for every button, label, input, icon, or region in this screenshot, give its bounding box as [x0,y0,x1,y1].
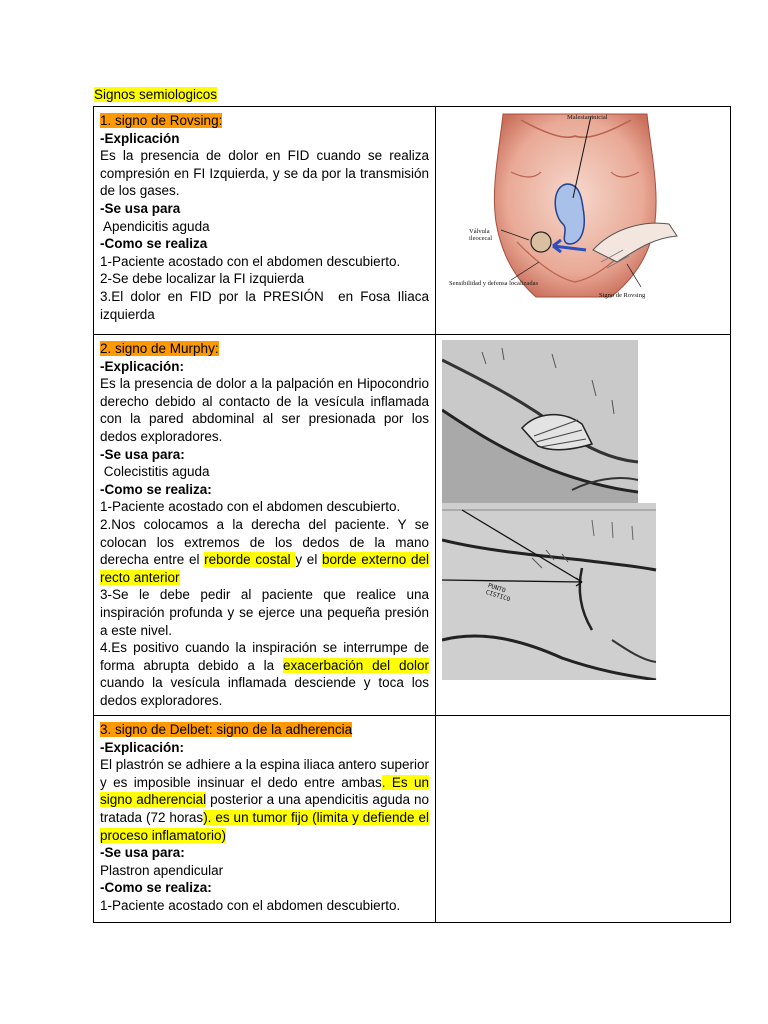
uso-text: Apendicitis aguda [100,218,210,234]
paso-item: 2.Nos colocamos a la derecha del paciente. Y se colocan los extremos de los dedos de la mano derecha entre el reborde costal y el borde externo del recto anterior [100,516,429,585]
table-row [94,716,731,923]
malestar-label: Malestar inicial [567,114,608,121]
rovsing-text-cell [94,107,436,335]
explicacion-label: -Explicación: [100,739,185,755]
uso-label: -Se usa para: [100,845,185,861]
paso-item: 4.Es positivo cuando la inspiración se interrumpe de forma abrupta debido a la exacerbación del dolor cuando la vesícula inflamada desciende y toca los dedos exploradores. [100,640,429,708]
rovsing-illustration [441,112,685,317]
paso-item: 3.El dolor en FID por la PRESIÓN en Fosa Iliaca izquierda [100,288,433,322]
highlight: ). es un tumor fijo (limita y defiende el proceso inflamatorio) [100,809,429,843]
table-row [94,335,731,716]
explicacion-text: Es la presencia de dolor a la palpación en Hipocondrio derecho debido al contacto de la vesícula inflamada con la pared abdominal al ser presionada por los dedos exploradores. [100,376,429,444]
como-label: -Como se realiza: [100,880,212,896]
murphy-illustration [442,340,658,680]
paso-item: 1-Paciente acostado con el abdomen descubierto. [100,499,401,515]
murphy-text-cell [94,335,436,716]
section-heading: 1. signo de Rovsing: [100,113,223,128]
highlight: reborde costal [204,552,296,568]
paso-item: 1-Paciente acostado con el abdomen descubierto. [100,253,401,269]
explicacion-text: El plastrón se adhiere a la espina iliaca antero superior y es imposible insinuar el dedo entre ambas. Es un signo adherencial posterior a una apendicitis aguda no tratada (72 horas). es un tumor fijo (limita y defiende el proceso inflamatorio) [100,757,429,843]
rovsing-figure-cell [436,107,731,335]
delbet-figure-cell [436,716,731,923]
section-heading: 2. signo de Murphy: [100,341,219,356]
uso-text: Plastron apendicular [100,862,224,878]
highlight: exacerbación del dolor [283,657,429,673]
como-label: -Como se realiza [100,236,208,252]
uso-label: -Se usa para: [100,446,185,462]
section-heading: 3. signo de Delbet: signo de la adherencia [100,722,353,737]
table-row [94,107,731,335]
paso-item: 1-Paciente acostado con el abdomen descubierto. [100,897,401,913]
murphy-figure-cell [436,335,731,716]
explicacion-label: -Explicación [100,130,180,146]
highlight: borde externo del recto anterior [100,552,429,585]
highlight: . Es un signo adherencial [100,774,429,808]
punto-cistico-label: PUNTO CISTICO [484,582,512,604]
uso-label: -Se usa para [100,200,181,216]
explicacion-label: -Explicación: [100,358,185,374]
uso-text: Colecistitis aguda [100,464,210,480]
sensibilidad-label: Sensibilidad y defensa localizadas [449,280,538,287]
explicacion-text: Es la presencia de dolor en FID cuando se realiza compresión en FI Izquierda, y se da por la transmisión de los gases. [100,148,429,199]
document-title: Signos semiologicos [94,87,218,102]
paso-item: 2-Se debe localizar la FI izquierda [100,271,305,287]
valvula-label: Válvula ileocecal [469,228,493,242]
signo-rovsing-label: Signo de Rovsing [599,292,646,299]
como-label: -Como se realiza: [100,481,212,497]
signs-table [93,106,731,923]
delbet-text-cell [94,716,436,923]
murphy-drawing [442,340,658,680]
paso-item: 3-Se le debe pedir al paciente que realice una inspiración profunda y se ejerce una pequeña presión a este nivel. [100,587,429,638]
